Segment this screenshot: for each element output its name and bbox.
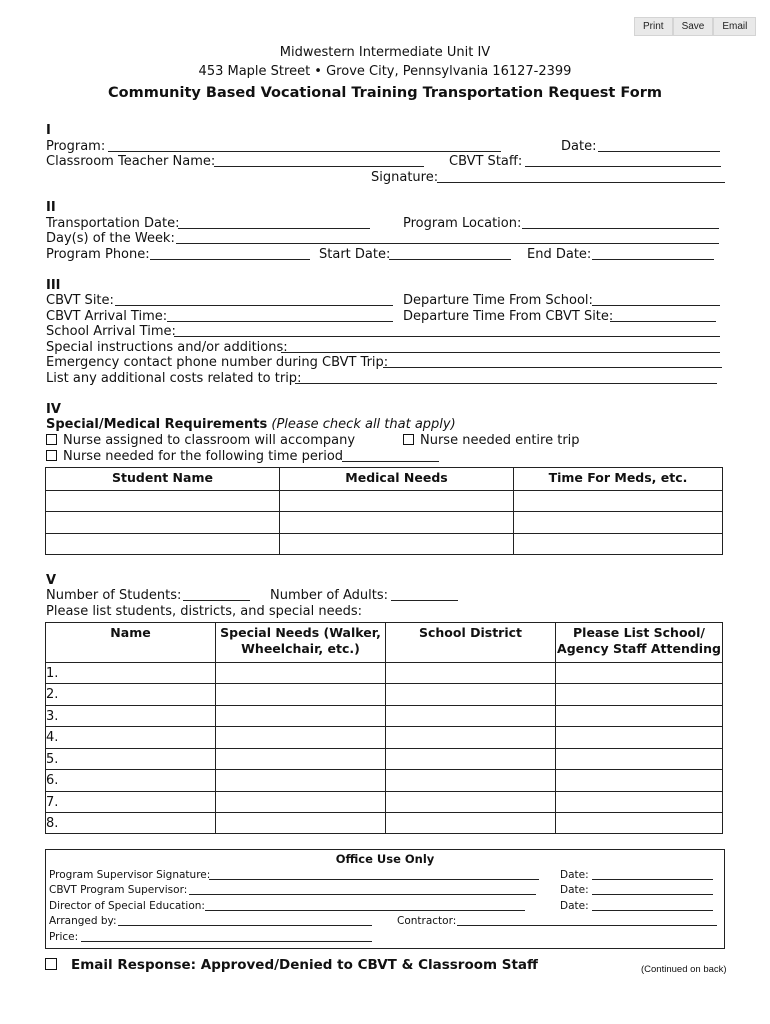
office-date-label-3: Date: bbox=[560, 900, 589, 912]
student-name-cell[interactable] bbox=[46, 534, 280, 555]
row-number[interactable]: 6. bbox=[46, 770, 216, 792]
table-row bbox=[46, 792, 723, 813]
contractor-label: Contractor: bbox=[397, 915, 457, 927]
school-district-cell[interactable] bbox=[386, 813, 556, 834]
price-label: Price: bbox=[49, 931, 79, 943]
end-date-label: End Date: bbox=[527, 247, 592, 262]
table-row bbox=[46, 770, 723, 792]
cbvt-supervisor-label: CBVT Program Supervisor: bbox=[49, 884, 188, 896]
arranged-by-label: Arranged by: bbox=[49, 915, 117, 927]
save-button[interactable]: Save bbox=[673, 17, 714, 36]
table-row bbox=[46, 706, 723, 727]
emergency-contact-field[interactable] bbox=[383, 367, 722, 368]
special-needs-cell[interactable] bbox=[216, 749, 386, 770]
school-district-cell[interactable] bbox=[386, 770, 556, 792]
number-of-adults-label: Number of Adults: bbox=[270, 588, 389, 603]
cbvt-site-label: CBVT Site: bbox=[46, 293, 114, 308]
column-time-for-meds: Time For Meds, etc. bbox=[514, 468, 723, 491]
student-name-cell[interactable] bbox=[46, 491, 280, 512]
table-header-row bbox=[46, 468, 723, 491]
special-instructions-label: Special instructions and/or additions: bbox=[46, 340, 288, 355]
section-number-2: II bbox=[46, 200, 56, 215]
checkbox-icon[interactable] bbox=[403, 434, 414, 445]
departure-site-label: Departure Time From CBVT Site: bbox=[403, 309, 614, 324]
additional-costs-label: List any additional costs related to trip: bbox=[46, 371, 302, 386]
staff-attending-cell[interactable] bbox=[556, 749, 723, 770]
additional-costs-field[interactable] bbox=[295, 383, 717, 384]
cbvt-staff-label: CBVT Staff: bbox=[449, 154, 523, 169]
program-location-field[interactable] bbox=[522, 228, 719, 229]
number-of-students-field[interactable] bbox=[183, 600, 250, 601]
column-name: Name bbox=[46, 623, 216, 663]
column-school-district: School District bbox=[386, 623, 556, 663]
special-needs-cell[interactable] bbox=[216, 727, 386, 749]
org-address: 453 Maple Street • Grove City, Pennsylvania 16127-2399 bbox=[198, 64, 572, 79]
director-label: Director of Special Education: bbox=[49, 900, 205, 912]
column-staff-attending bbox=[556, 623, 723, 663]
school-district-cell[interactable] bbox=[386, 749, 556, 770]
table-row bbox=[46, 813, 723, 834]
cbvt-arrival-field[interactable] bbox=[167, 321, 393, 322]
staff-attending-cell[interactable] bbox=[556, 684, 723, 706]
form-toolbar bbox=[634, 17, 756, 36]
number-of-adults-field[interactable] bbox=[391, 600, 458, 601]
office-date-label-1: Date: bbox=[560, 869, 589, 881]
checkbox-icon[interactable] bbox=[46, 450, 57, 461]
section-number-1: I bbox=[46, 123, 51, 138]
section-number-4: IV bbox=[46, 402, 61, 417]
nurse-time-period-label: Nurse needed for the following time period bbox=[63, 449, 344, 464]
column-medical-needs: Medical Needs bbox=[280, 468, 514, 491]
supervisor-signature-field[interactable] bbox=[209, 879, 539, 880]
nurse-entire-trip-option[interactable] bbox=[403, 433, 580, 449]
row-number[interactable]: 4. bbox=[46, 727, 216, 749]
special-needs-cell[interactable] bbox=[216, 813, 386, 834]
office-date-field-1[interactable] bbox=[592, 879, 713, 880]
date-field[interactable] bbox=[598, 151, 720, 152]
transportation-date-field[interactable] bbox=[178, 228, 370, 229]
table-row bbox=[46, 749, 723, 770]
row-number[interactable]: 8. bbox=[46, 813, 216, 834]
medical-needs-cell[interactable] bbox=[280, 534, 514, 555]
row-number[interactable]: 7. bbox=[46, 792, 216, 813]
program-phone-field[interactable] bbox=[150, 259, 310, 260]
table-row bbox=[46, 727, 723, 749]
form-title: Community Based Vocational Training Transportation Request Form bbox=[108, 85, 662, 101]
special-medical-note: (Please check all that apply) bbox=[271, 417, 456, 432]
cbvt-arrival-label: CBVT Arrival Time: bbox=[46, 309, 168, 324]
office-date-field-3[interactable] bbox=[592, 910, 713, 911]
special-medical-heading bbox=[46, 417, 456, 433]
director-field[interactable] bbox=[205, 910, 525, 911]
org-name: Midwestern Intermediate Unit IV bbox=[279, 45, 491, 60]
student-name-cell[interactable] bbox=[46, 512, 280, 534]
row-number[interactable]: 1. bbox=[46, 663, 216, 684]
medical-needs-cell[interactable] bbox=[280, 491, 514, 512]
school-district-cell[interactable] bbox=[386, 792, 556, 813]
row-number[interactable]: 5. bbox=[46, 749, 216, 770]
table-row bbox=[46, 491, 723, 512]
time-for-meds-cell[interactable] bbox=[514, 512, 723, 534]
signature-field[interactable] bbox=[437, 182, 725, 183]
nurse-time-period-option[interactable] bbox=[46, 449, 343, 465]
start-date-field[interactable] bbox=[389, 259, 511, 260]
nurse-entire-trip-label: Nurse needed entire trip bbox=[420, 433, 580, 448]
transportation-date-label: Transportation Date: bbox=[46, 216, 180, 231]
school-district-cell[interactable] bbox=[386, 706, 556, 727]
cbvt-supervisor-field[interactable] bbox=[189, 894, 536, 895]
column-student-name: Student Name bbox=[46, 468, 280, 491]
row-number[interactable]: 2. bbox=[46, 684, 216, 706]
departure-school-label: Departure Time From School: bbox=[403, 293, 593, 308]
special-needs-cell[interactable] bbox=[216, 706, 386, 727]
nurse-accompany-option[interactable] bbox=[46, 433, 355, 449]
staff-attending-cell[interactable] bbox=[556, 706, 723, 727]
teacher-label: Classroom Teacher Name: bbox=[46, 154, 216, 169]
table-row bbox=[46, 534, 723, 555]
school-district-cell[interactable] bbox=[386, 684, 556, 706]
special-needs-cell[interactable] bbox=[216, 792, 386, 813]
special-medical-title: Special/Medical Requirements bbox=[46, 417, 268, 432]
office-use-title: Office Use Only bbox=[335, 852, 435, 866]
email-response-label: Email Response: Approved/Denied to CBVT & Classroom Staff bbox=[71, 957, 538, 973]
signature-label: Signature: bbox=[371, 170, 439, 185]
departure-school-field[interactable] bbox=[592, 305, 720, 306]
price-field[interactable] bbox=[81, 941, 372, 942]
end-date-field[interactable] bbox=[592, 259, 714, 260]
special-instructions-field[interactable] bbox=[281, 352, 720, 353]
time-for-meds-cell[interactable] bbox=[514, 534, 723, 555]
program-field[interactable] bbox=[108, 151, 501, 152]
days-field[interactable] bbox=[176, 243, 719, 244]
number-of-students-label: Number of Students: bbox=[46, 588, 182, 603]
arranged-by-field[interactable] bbox=[118, 925, 372, 926]
program-phone-label: Program Phone: bbox=[46, 247, 150, 262]
student-list-label: Please list students, districts, and special needs: bbox=[46, 604, 362, 619]
print-button[interactable]: Print bbox=[634, 17, 673, 36]
students-table bbox=[45, 622, 723, 834]
days-label: Day(s) of the Week: bbox=[46, 231, 175, 246]
teacher-field[interactable] bbox=[214, 166, 424, 167]
checkbox-icon[interactable] bbox=[45, 958, 57, 970]
section-number-5: V bbox=[46, 573, 57, 588]
continued-note: (Continued on back) bbox=[641, 964, 727, 975]
special-needs-cell[interactable] bbox=[216, 684, 386, 706]
column-staff-attending-line-1: Please List School/ bbox=[573, 625, 705, 640]
column-staff-attending-line-2: Agency Staff Attending bbox=[557, 641, 721, 656]
column-special-needs-line-2: Wheelchair, etc.) bbox=[241, 641, 360, 656]
cbvt-site-field[interactable] bbox=[115, 305, 393, 306]
column-special-needs bbox=[216, 623, 386, 663]
staff-attending-cell[interactable] bbox=[556, 792, 723, 813]
staff-attending-cell[interactable] bbox=[556, 663, 723, 684]
checkbox-icon[interactable] bbox=[46, 434, 57, 445]
supervisor-signature-label: Program Supervisor Signature: bbox=[49, 869, 211, 881]
program-location-label: Program Location: bbox=[403, 216, 522, 231]
special-needs-cell[interactable] bbox=[216, 663, 386, 684]
office-date-field-2[interactable] bbox=[592, 894, 713, 895]
contractor-field[interactable] bbox=[457, 925, 717, 926]
table-row bbox=[46, 512, 723, 534]
cbvt-staff-field[interactable] bbox=[525, 166, 721, 167]
section-number-3: III bbox=[46, 278, 61, 293]
staff-attending-cell[interactable] bbox=[556, 727, 723, 749]
table-header-row bbox=[46, 623, 723, 663]
time-for-meds-cell[interactable] bbox=[514, 491, 723, 512]
office-date-label-2: Date: bbox=[560, 884, 589, 896]
medical-needs-table bbox=[45, 467, 723, 555]
table-row bbox=[46, 684, 723, 706]
school-district-cell[interactable] bbox=[386, 727, 556, 749]
school-district-cell[interactable] bbox=[386, 663, 556, 684]
email-response-option[interactable] bbox=[45, 957, 538, 974]
medical-needs-cell[interactable] bbox=[280, 512, 514, 534]
emergency-contact-label: Emergency contact phone number during CBVT Trip: bbox=[46, 355, 389, 370]
start-date-label: Start Date: bbox=[319, 247, 391, 262]
column-special-needs-line-1: Special Needs (Walker, bbox=[220, 625, 381, 640]
special-needs-cell[interactable] bbox=[216, 770, 386, 792]
date-label: Date: bbox=[561, 139, 597, 154]
program-label: Program: bbox=[46, 139, 106, 154]
school-arrival-field[interactable] bbox=[174, 336, 720, 337]
school-arrival-label: School Arrival Time: bbox=[46, 324, 176, 339]
nurse-accompany-label: Nurse assigned to classroom will accompany bbox=[63, 433, 356, 448]
email-button[interactable]: Email bbox=[713, 17, 756, 36]
nurse-time-period-field[interactable] bbox=[342, 461, 439, 462]
table-row bbox=[46, 663, 723, 684]
staff-attending-cell[interactable] bbox=[556, 813, 723, 834]
staff-attending-cell[interactable] bbox=[556, 770, 723, 792]
row-number[interactable]: 3. bbox=[46, 706, 216, 727]
departure-site-field[interactable] bbox=[610, 321, 716, 322]
